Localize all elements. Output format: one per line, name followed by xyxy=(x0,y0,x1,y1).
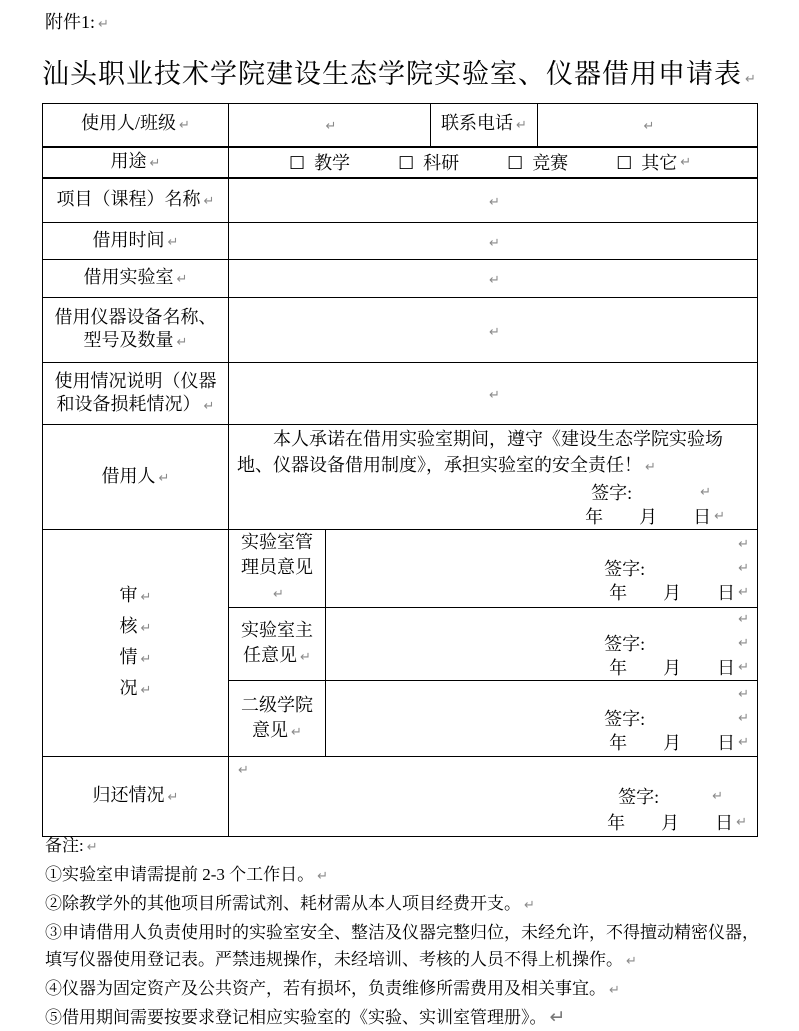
date-label: 年 月 日 xyxy=(609,732,736,753)
row-equipment xyxy=(43,298,758,363)
note-item-2: ②除教学外的其他项目所需试剂、耗材需从本人项目经费开支。 ↵ xyxy=(45,894,535,913)
attachment-text: 附件1: xyxy=(45,12,96,32)
paragraph-mark-icon: ↵ xyxy=(291,724,302,740)
usage-note-label: 使用情况说明（仪器 和设备损耗情况） ↵ xyxy=(43,363,229,425)
date-label: 年 月 日 xyxy=(585,507,712,527)
notes-section xyxy=(45,832,763,1031)
paragraph-mark-icon: ↵ xyxy=(176,335,188,350)
paragraph-mark-icon: ↵ xyxy=(738,660,749,675)
equipment-input-cell[interactable] xyxy=(229,298,758,363)
notes-heading: 备注: ↵ xyxy=(45,836,98,855)
signature-label: 签字: xyxy=(604,558,646,579)
paragraph-mark-icon: ↵ xyxy=(700,485,711,500)
paragraph-mark-icon: ↵ xyxy=(489,324,500,340)
paragraph-mark-icon: ↵ xyxy=(738,734,749,750)
paragraph-mark-icon: ↵ xyxy=(317,869,329,884)
paragraph-mark-icon: ↵ xyxy=(167,234,179,250)
end-of-document-mark-icon: ↵ xyxy=(549,1006,566,1028)
paragraph-mark-icon: ↵ xyxy=(738,710,749,726)
lab-manager-signature-cell[interactable] xyxy=(326,530,758,608)
paragraph-mark-icon: ↵ xyxy=(273,587,284,602)
purpose-option-competition[interactable]: □ 竞赛 xyxy=(507,152,569,173)
signature-label: 签字: xyxy=(618,786,660,807)
paragraph-mark-icon: ↵ xyxy=(680,154,692,170)
checkbox-icon[interactable]: □ xyxy=(398,152,415,172)
signature-label: 签字: xyxy=(604,634,646,654)
lab-director-signature-cell[interactable] xyxy=(326,608,758,681)
paragraph-mark-icon: ↵ xyxy=(609,983,620,998)
date-label: 年 月 日 xyxy=(609,658,736,678)
paragraph-mark-icon: ↵ xyxy=(140,652,152,667)
paragraph-mark-icon: ↵ xyxy=(167,790,179,805)
borrower-commitment-cell[interactable] xyxy=(229,425,758,530)
purpose-label: 用途 ↵ xyxy=(43,147,229,178)
audit-status-label: 审 ↵ 核 ↵ 情 ↵ 况 ↵ xyxy=(43,530,229,757)
college-opinion-label: 二级学院 意见 ↵ xyxy=(229,681,326,757)
date-label: 年 月 日 xyxy=(607,812,734,833)
equipment-label: 借用仪器设备名称、 型号及数量 ↵ xyxy=(43,298,229,363)
paragraph-mark-icon: ↵ xyxy=(158,470,170,486)
paragraph-mark-icon: ↵ xyxy=(489,273,500,288)
row-audit-manager xyxy=(43,530,758,608)
paragraph-mark-icon: ↵ xyxy=(489,194,500,210)
borrow-lab-label: 借用实验室 ↵ xyxy=(43,260,229,298)
paragraph-mark-icon: ↵ xyxy=(140,590,152,605)
purpose-option-teaching[interactable]: □ 教学 xyxy=(289,152,351,173)
paragraph-mark-icon: ↵ xyxy=(745,72,757,87)
return-status-label: 归还情况 ↵ xyxy=(43,757,229,837)
paragraph-mark-icon: ↵ xyxy=(524,898,535,913)
contact-phone-input-cell[interactable] xyxy=(538,104,758,147)
paragraph-mark-icon: ↵ xyxy=(176,272,188,287)
borrow-lab-input-cell[interactable] xyxy=(229,260,758,298)
lab-manager-opinion-label: 实验室管 理员意见↵ xyxy=(229,530,326,608)
title-text: 汕头职业技术学院建设生态学院实验室、仪器借用申请表 xyxy=(42,59,743,89)
purpose-option-other[interactable]: □ 其它 ↵ xyxy=(616,152,692,173)
paragraph-mark-icon: ↵ xyxy=(86,840,98,855)
paragraph-mark-icon: ↵ xyxy=(626,954,637,969)
paragraph-mark-icon: ↵ xyxy=(738,560,749,576)
note-item-5: ⑤借用期间需要按要求登记相应实验室的《实验、实训室管理册》。 ↵ xyxy=(45,1006,566,1028)
note-item-1: ①实验室申请需提前 2-3 个工作日。 ↵ xyxy=(45,865,329,884)
paragraph-mark-icon: ↵ xyxy=(738,612,749,627)
row-borrow-time xyxy=(43,223,758,260)
paragraph-mark-icon: ↵ xyxy=(714,509,725,524)
row-return xyxy=(43,757,758,837)
paragraph-mark-icon: ↵ xyxy=(738,536,749,552)
date-label: 年 月 日 xyxy=(609,582,736,603)
contact-phone-label: 联系电话 ↵ xyxy=(431,104,538,147)
usage-input-cell[interactable] xyxy=(229,363,758,425)
paragraph-mark-icon: ↵ xyxy=(738,584,749,600)
paragraph-mark-icon: ↵ xyxy=(738,686,749,702)
note-item-4: ④仪器为固定资产及公共资产，若有损坏，负责维修所需费用及相关事宜。 ↵ xyxy=(45,979,620,998)
paragraph-mark-icon: ↵ xyxy=(98,17,109,32)
checkbox-icon[interactable]: □ xyxy=(616,152,633,172)
checkbox-icon[interactable]: □ xyxy=(289,152,306,172)
project-name-label: 项目（课程）名称 ↵ xyxy=(43,178,229,223)
purpose-option-research[interactable]: □ 科研 xyxy=(398,152,460,173)
paragraph-mark-icon: ↵ xyxy=(140,621,152,636)
paragraph-mark-icon: ↵ xyxy=(325,119,337,135)
row-borrow-lab xyxy=(43,260,758,298)
paragraph-mark-icon: ↵ xyxy=(712,788,723,804)
paragraph-mark-icon: ↵ xyxy=(736,814,747,830)
paragraph-mark-icon: ↵ xyxy=(300,650,311,665)
college-signature-cell[interactable] xyxy=(326,681,758,757)
row-user xyxy=(43,104,758,147)
purpose-options-cell xyxy=(229,147,758,178)
row-usage xyxy=(43,363,758,425)
return-status-cell[interactable] xyxy=(229,757,758,837)
row-purpose xyxy=(43,147,758,178)
paragraph-mark-icon: ↵ xyxy=(516,118,527,134)
paragraph-mark-icon: ↵ xyxy=(489,388,500,403)
signature-label: 签字: xyxy=(604,708,646,729)
paragraph-mark-icon: ↵ xyxy=(203,398,215,414)
note-item-3: ③申请借用人负责使用时的实验室安全、整洁及仪器完整归位，未经允许，不得擅动精密仪器，填写仪器使用登记表。严禁违规操作，未经培训、考核的人员不得上机操作。 ↵ xyxy=(45,923,759,969)
user-class-input-cell[interactable] xyxy=(229,104,431,147)
signature-label: 签字: xyxy=(591,483,633,503)
checkbox-icon[interactable]: □ xyxy=(507,152,524,172)
borrower-label: 借用人 ↵ xyxy=(43,425,229,530)
paragraph-mark-icon: ↵ xyxy=(238,762,249,778)
paragraph-mark-icon: ↵ xyxy=(179,118,190,134)
commitment-paragraph: 本人承诺在借用实验室期间，遵守《建设生态学院实验场地、仪器设备借用制度》，承担实验室的安全责任！ ↵ xyxy=(237,429,723,475)
paragraph-mark-icon: ↵ xyxy=(645,460,656,475)
paragraph-mark-icon: ↵ xyxy=(140,683,152,698)
row-project xyxy=(43,178,758,223)
paragraph-mark-icon: ↵ xyxy=(489,235,500,251)
borrow-time-label: 借用时间 ↵ xyxy=(43,223,229,260)
page-title xyxy=(0,52,799,91)
paragraph-mark-icon: ↵ xyxy=(203,193,215,209)
paragraph-mark-icon: ↵ xyxy=(643,119,655,135)
paragraph-mark-icon: ↵ xyxy=(149,155,161,171)
row-borrower xyxy=(43,425,758,530)
paragraph-mark-icon: ↵ xyxy=(738,636,749,651)
lab-director-opinion-label: 实验室主 任意见 ↵ xyxy=(229,608,326,681)
application-form-table xyxy=(42,103,758,837)
attachment-label xyxy=(45,8,109,34)
borrow-time-input-cell[interactable] xyxy=(229,223,758,260)
user-class-label: 使用人/班级 ↵ xyxy=(43,104,229,147)
project-name-input-cell[interactable] xyxy=(229,178,758,223)
